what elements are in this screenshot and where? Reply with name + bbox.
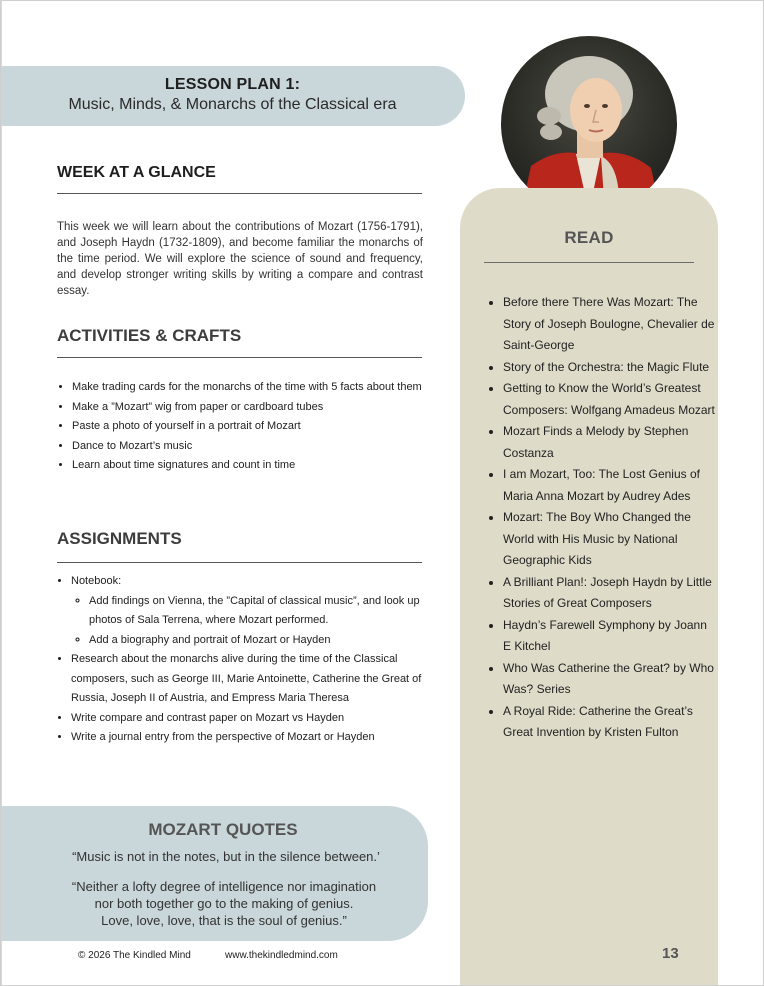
quote-2-line: “Neither a lofty degree of intelligence nor imagination bbox=[71, 879, 377, 894]
list-item: • Paste a photo of yourself in a portrait of Mozart bbox=[72, 417, 438, 437]
book-item: • I am Mozart, Too: The Lost Genius of Maria Anna Mozart by Audrey Ades bbox=[503, 464, 715, 507]
week-heading: WEEK AT A GLANCE bbox=[57, 164, 216, 181]
quote-1: “Music is not in the notes, but in the silence between.’ bbox=[72, 849, 380, 864]
read-heading: READ bbox=[564, 228, 614, 247]
book-item: • Mozart: The Boy Who Changed the World with His Music by National Geographic Kids bbox=[503, 507, 715, 572]
quotes-heading: MOZART QUOTES bbox=[148, 820, 298, 839]
week-intro-text: This week we will learn about the contributions of Mozart (1756-1791), and Joseph Haydn (1732-1809), and become familiar the monarchs of the time period. We will explore the science of sound and frequency, and develop stronger writing skills by writing a compare and contrast essay. bbox=[57, 221, 423, 297]
book-item: • Story of the Orchestra: the Magic Flute bbox=[503, 357, 715, 379]
notebook-label: Notebook: bbox=[71, 575, 122, 587]
footer-url[interactable]: www.thekindledmind.com bbox=[225, 950, 338, 961]
week-divider bbox=[57, 193, 422, 194]
book-item: • A Royal Ride: Catherine the Great’s Great Invention by Kristen Fulton bbox=[503, 701, 715, 744]
list-item: • Dance to Mozart’s music bbox=[72, 437, 438, 457]
quote-2 bbox=[0, 878, 448, 929]
page-number: 13 bbox=[662, 945, 679, 962]
assignments-heading: ASSIGNMENTS bbox=[57, 529, 182, 548]
list-item: ◦ Add a biography and portrait of Mozart or Hayden bbox=[89, 631, 437, 651]
list-item: • Write compare and contrast paper on Mozart vs Hayden bbox=[71, 709, 437, 729]
book-item: • Haydn’s Farewell Symphony by Joann E Kitchel bbox=[503, 615, 715, 658]
lesson-title: LESSON PLAN 1: bbox=[164, 76, 301, 93]
activities-list bbox=[57, 378, 438, 476]
read-divider bbox=[484, 262, 694, 263]
read-panel bbox=[460, 188, 718, 986]
activities-heading: ACTIVITIES & CRAFTS bbox=[57, 326, 242, 345]
list-item: • Make a ”Mozart” wig from paper or cardboard tubes bbox=[72, 398, 438, 418]
book-item: • A Brilliant Plan!: Joseph Haydn by Little Stories of Great Composers bbox=[503, 572, 715, 615]
mozart-portrait bbox=[501, 36, 677, 212]
notebook-sublist bbox=[71, 592, 437, 651]
lesson-title-banner bbox=[0, 66, 465, 126]
list-item bbox=[71, 572, 437, 650]
book-item: • Getting to Know the World’s Greatest Composers: Wolfgang Amadeus Mozart bbox=[503, 378, 715, 421]
quote-2-line: nor both together go to the making of genius. bbox=[94, 896, 354, 911]
list-item: ◦ Add findings on Vienna, the ”Capital of classical music”, and look up photos of Sala Terrena, where Mozart performed. bbox=[89, 592, 437, 631]
assignments-list bbox=[57, 572, 437, 748]
book-item: • Mozart Finds a Melody by Stephen Costanza bbox=[503, 421, 715, 464]
mozart-quotes-box bbox=[0, 806, 428, 941]
activities-divider bbox=[57, 357, 422, 358]
assignments-divider bbox=[57, 562, 422, 563]
list-item: • Learn about time signatures and count in time bbox=[72, 456, 438, 476]
list-item: • Make trading cards for the monarchs of the time with 5 facts about them bbox=[72, 378, 438, 398]
book-item: • Who Was Catherine the Great? by Who Was? Series bbox=[503, 658, 715, 701]
list-item: • Write a journal entry from the perspective of Mozart or Hayden bbox=[71, 728, 437, 748]
lesson-subtitle: Music, Minds, & Monarchs of the Classical era bbox=[68, 96, 397, 113]
footer-copyright: © 2026 The Kindled Mind bbox=[78, 950, 191, 961]
book-item: • Before there There Was Mozart: The Story of Joseph Boulogne, Chevalier de Saint-George bbox=[503, 292, 715, 357]
quote-2-line: Love, love, love, that is the soul of genius.” bbox=[101, 913, 347, 928]
list-item: • Research about the monarchs alive during the time of the Classical composers, such as George III, Marie Antoinette, Catherine the Great of Russia, Joseph II of Austria, and Empress Maria Theresa bbox=[71, 650, 437, 709]
book-list bbox=[488, 292, 715, 744]
